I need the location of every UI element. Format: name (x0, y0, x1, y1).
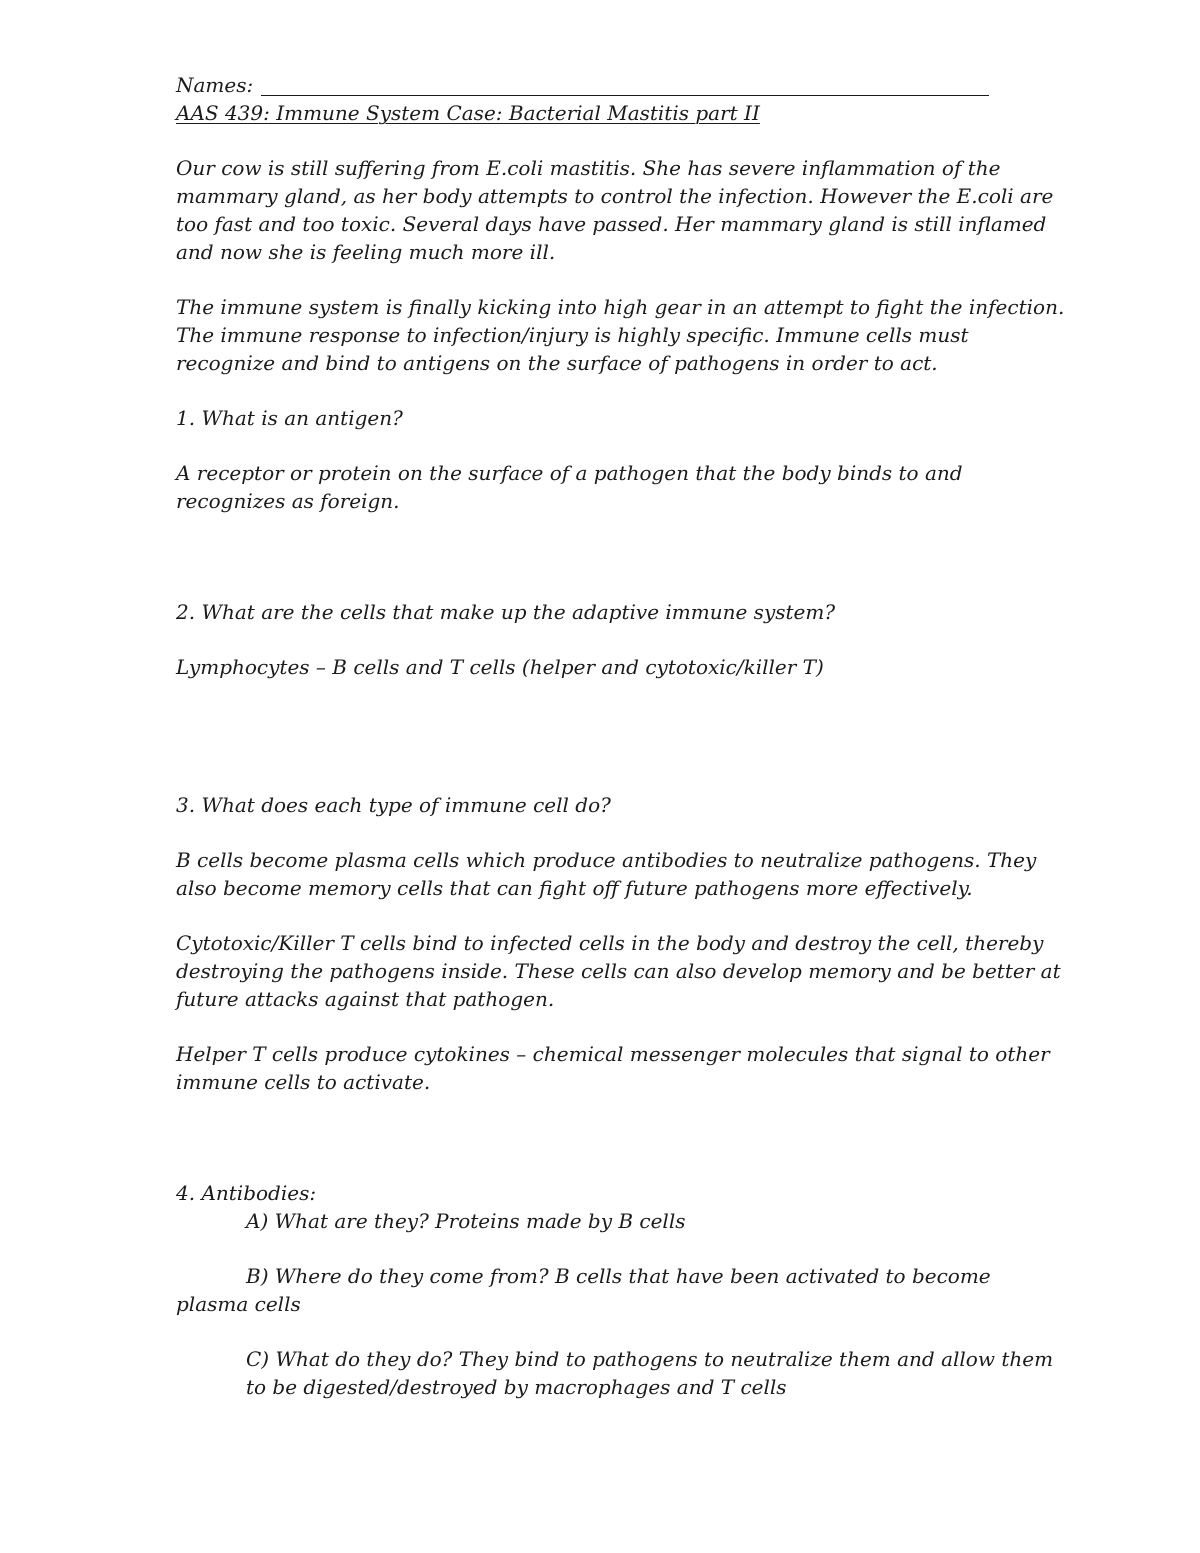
names-blank-line (261, 95, 989, 96)
text-line: B) Where do they come from? B cells that have been activated to become (246, 1264, 991, 1288)
question-2: 2. What are the cells that make up the adaptive immune system? (176, 600, 836, 624)
spacer (176, 266, 1036, 293)
spacer (176, 1096, 1036, 1179)
spacer (176, 515, 1036, 598)
spacer (176, 819, 1036, 846)
text-line: immune cells to activate. (176, 1070, 431, 1094)
text-line: mammary gland, as her body attempts to control the infection. However the E.coli are (176, 184, 1054, 208)
spacer (176, 377, 1036, 404)
text-line: recognize and bind to antigens on the surface of pathogens in order to act. (176, 351, 938, 375)
answer-1 (176, 459, 1036, 515)
answer-3-killer-t-cells (176, 929, 1061, 1013)
text-line: destroying the pathogens inside. These cells can also develop memory and be better at (176, 959, 1061, 983)
question-4c (176, 1345, 1054, 1401)
text-line: Cytotoxic/Killer T cells bind to infected cells in the body and destroy the cell, thereby (176, 931, 1044, 955)
text-line: B cells become plasma cells which produce antibodies to neutralize pathogens. They (176, 848, 1037, 872)
spacer (176, 1235, 1036, 1262)
question-1: 1. What is an antigen? (176, 406, 403, 430)
intro-paragraph-2 (176, 293, 1065, 377)
text-line: future attacks against that pathogen. (176, 987, 555, 1011)
text-line: Helper T cells produce cytokines – chemical messenger molecules that signal to other (176, 1042, 1050, 1066)
question-3: 3. What does each type of immune cell do? (176, 793, 611, 817)
text-line: also become memory cells that can fight off future pathogens more effectively. (176, 876, 973, 900)
answer-3-helper-t-cells (176, 1040, 1050, 1096)
question-4a: A) What are they? Proteins made by B cells (246, 1209, 686, 1233)
text-line: The immune system is finally kicking into high gear in an attempt to fight the infection. (176, 295, 1065, 319)
text-line: recognizes as foreign. (176, 489, 400, 513)
document-title: AAS 439: Immune System Case: Bacterial Mastitis part II (176, 101, 760, 125)
spacer (176, 626, 1036, 653)
answer-3-b-cells (176, 846, 1036, 902)
text-line: Our cow is still suffering from E.coli mastitis. She has severe inflammation of the (176, 156, 1001, 180)
text-line: plasma cells (176, 1292, 301, 1316)
names-label: Names: (176, 73, 254, 97)
spacer (176, 432, 1036, 459)
text-line: to be digested/destroyed by macrophages and T cells (246, 1375, 787, 1399)
spacer (176, 127, 1036, 154)
names-row (176, 71, 1036, 99)
text-line: and now she is feeling much more ill. (176, 240, 556, 264)
spacer (176, 902, 1036, 929)
text-line: too fast and too toxic. Several days have passed. Her mammary gland is still inflamed (176, 212, 1047, 236)
document-body (176, 71, 1065, 1401)
intro-paragraph-1 (176, 154, 1054, 266)
text-line: C) What do they do? They bind to pathogens to neutralize them and allow them (246, 1347, 1054, 1371)
text-line: A receptor or protein on the surface of a pathogen that the body binds to and (176, 461, 963, 485)
question-4b (176, 1262, 1036, 1318)
spacer (176, 1013, 1036, 1040)
spacer (176, 1318, 1036, 1345)
text-line: The immune response to infection/injury is highly specific. Immune cells must (176, 323, 969, 347)
answer-2: Lymphocytes – B cells and T cells (helper and cytotoxic/killer T) (176, 655, 824, 679)
spacer (176, 681, 1036, 791)
question-4: 4. Antibodies: (176, 1181, 317, 1205)
